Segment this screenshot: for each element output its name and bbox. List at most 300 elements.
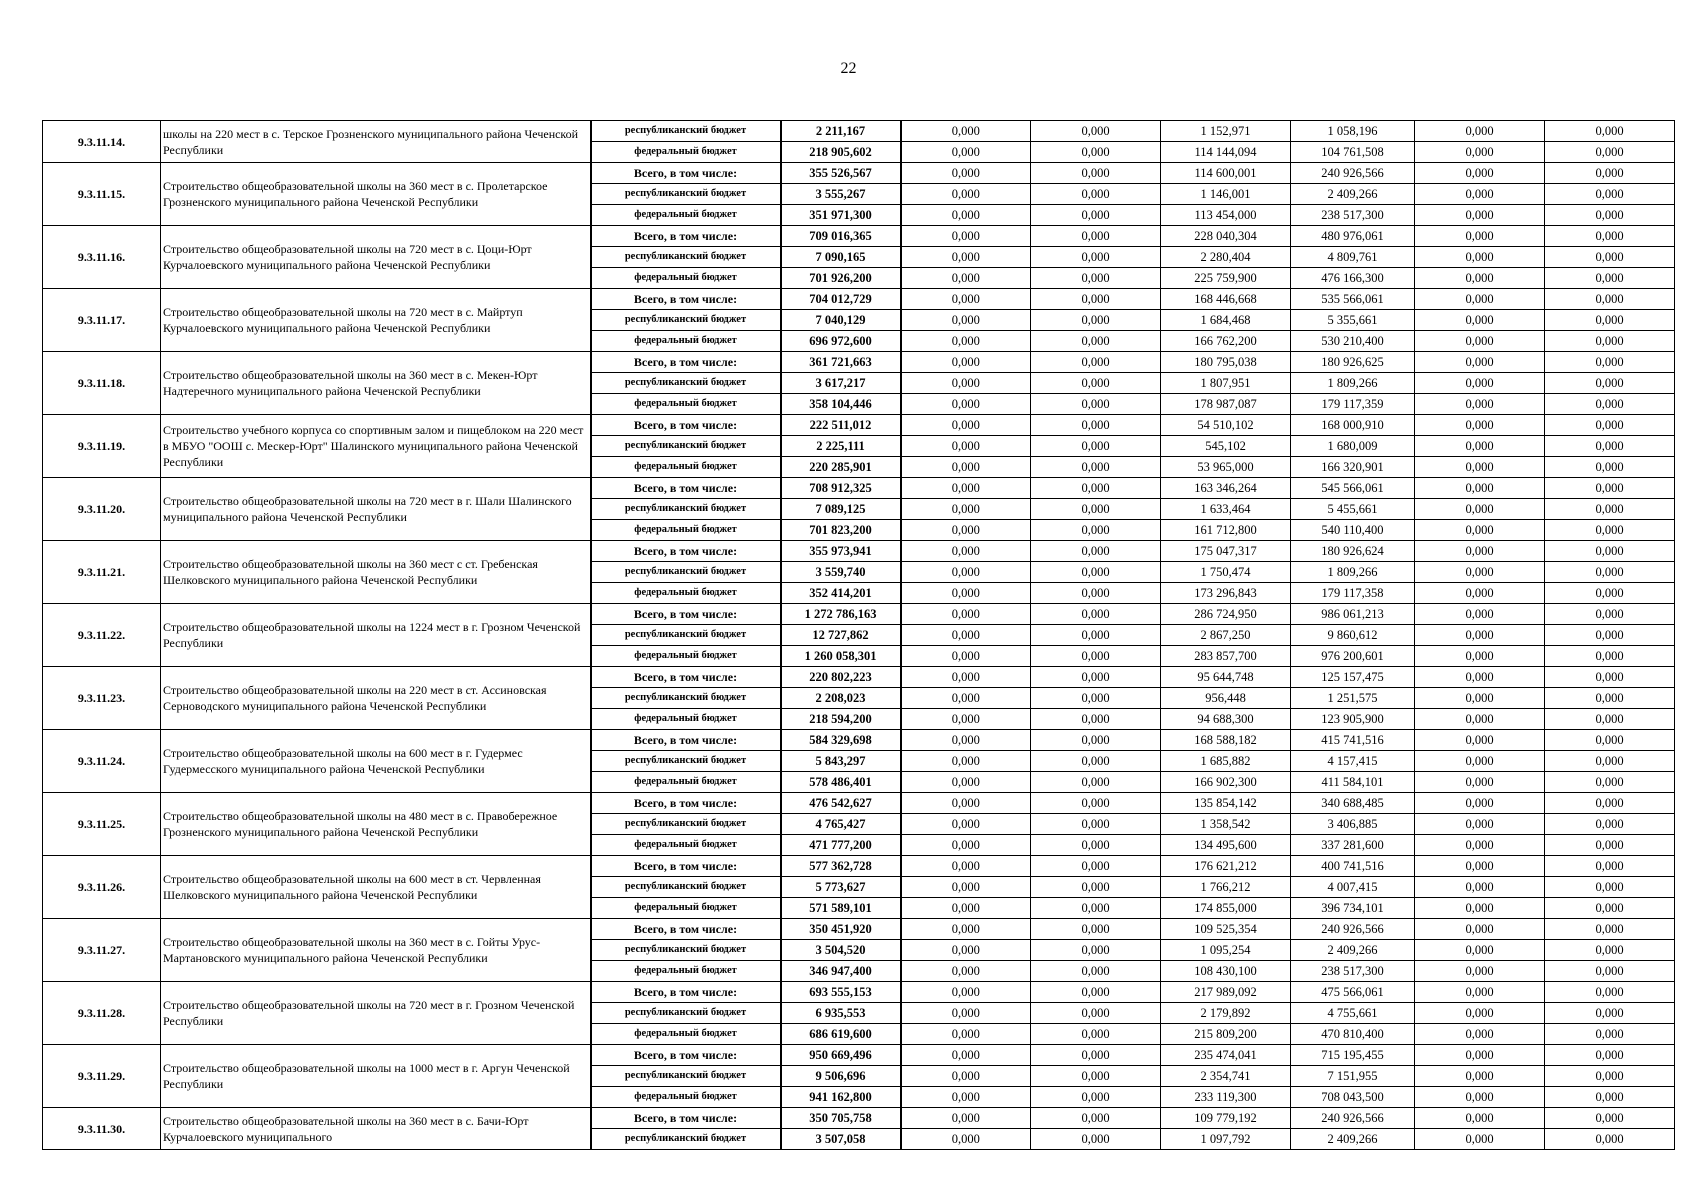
item-code: 9.3.11.17. <box>43 289 161 352</box>
funding-source: федеральный бюджет <box>591 961 781 982</box>
amount-cell: 180 926,625 <box>1291 352 1415 373</box>
amount-total: 7 040,129 <box>781 310 901 331</box>
amount-cell: 174 855,000 <box>1161 898 1291 919</box>
amount-cell: 0,000 <box>901 247 1031 268</box>
funding-source: республиканский бюджет <box>591 373 781 394</box>
amount-cell: 54 510,102 <box>1161 415 1291 436</box>
funding-source: федеральный бюджет <box>591 898 781 919</box>
amount-cell: 238 517,300 <box>1291 205 1415 226</box>
funding-source: республиканский бюджет <box>591 877 781 898</box>
item-description: Строительство общеобразовательной школы на 480 мест в с. Правобережное Грозненского муниципального района Чеченской Республики <box>161 793 591 856</box>
amount-cell: 0,000 <box>1415 793 1545 814</box>
amount-cell: 0,000 <box>1545 268 1675 289</box>
amount-cell: 0,000 <box>1415 142 1545 163</box>
amount-cell: 0,000 <box>1415 226 1545 247</box>
amount-cell: 0,000 <box>901 121 1031 142</box>
amount-cell: 0,000 <box>1415 772 1545 793</box>
amount-cell: 1 633,464 <box>1161 499 1291 520</box>
item-description: Строительство общеобразовательной школы на 360 мест в с. Мекен-Юрт Надтеречного муниципального района Чеченской Республики <box>161 352 591 415</box>
amount-cell: 986 061,213 <box>1291 604 1415 625</box>
amount-cell: 123 905,900 <box>1291 709 1415 730</box>
amount-cell: 0,000 <box>1415 457 1545 478</box>
amount-cell: 0,000 <box>1415 436 1545 457</box>
amount-cell: 0,000 <box>901 310 1031 331</box>
amount-cell: 0,000 <box>1545 793 1675 814</box>
table-row <box>43 541 1675 562</box>
table-row <box>43 856 1675 877</box>
amount-cell: 175 047,317 <box>1161 541 1291 562</box>
amount-cell: 0,000 <box>1545 352 1675 373</box>
amount-cell: 0,000 <box>1031 667 1161 688</box>
amount-cell: 0,000 <box>1031 310 1161 331</box>
amount-cell: 0,000 <box>1545 205 1675 226</box>
amount-total: 5 843,297 <box>781 751 901 772</box>
amount-cell: 0,000 <box>1415 205 1545 226</box>
amount-total: 9 506,696 <box>781 1066 901 1087</box>
amount-cell: 104 761,508 <box>1291 142 1415 163</box>
amount-cell: 0,000 <box>1415 856 1545 877</box>
item-description: Строительство общеобразовательной школы на 600 мест в г. Гудермес Гудермесского муниципального района Чеченской Республики <box>161 730 591 793</box>
amount-cell: 0,000 <box>1545 772 1675 793</box>
amount-cell: 1 097,792 <box>1161 1129 1291 1150</box>
item-description: Строительство общеобразовательной школы на 720 мест в с. Цоци-Юрт Курчалоевского муниципального района Чеченской Республики <box>161 226 591 289</box>
amount-cell: 480 976,061 <box>1291 226 1415 247</box>
table-row <box>43 1108 1675 1129</box>
amount-cell: 0,000 <box>1545 898 1675 919</box>
amount-cell: 0,000 <box>1545 163 1675 184</box>
amount-cell: 337 281,600 <box>1291 835 1415 856</box>
amount-cell: 0,000 <box>1031 814 1161 835</box>
amount-cell: 2 409,266 <box>1291 184 1415 205</box>
funding-source: Всего, в том числе: <box>591 793 781 814</box>
amount-cell: 180 795,038 <box>1161 352 1291 373</box>
item-description: Строительство общеобразовательной школы на 360 мест в с. Бачи-Юрт Курчалоевского муниципального <box>161 1108 591 1150</box>
amount-total: 950 669,496 <box>781 1045 901 1066</box>
amount-cell: 0,000 <box>1415 982 1545 1003</box>
amount-cell: 0,000 <box>901 394 1031 415</box>
funding-source: республиканский бюджет <box>591 436 781 457</box>
funding-source: республиканский бюджет <box>591 940 781 961</box>
amount-cell: 2 354,741 <box>1161 1066 1291 1087</box>
funding-source: Всего, в том числе: <box>591 415 781 436</box>
amount-cell: 108 430,100 <box>1161 961 1291 982</box>
funding-source: Всего, в том числе: <box>591 289 781 310</box>
amount-cell: 3 406,885 <box>1291 814 1415 835</box>
amount-total: 941 162,800 <box>781 1087 901 1108</box>
funding-source: республиканский бюджет <box>591 751 781 772</box>
amount-cell: 0,000 <box>1031 1045 1161 1066</box>
amount-cell: 0,000 <box>1545 373 1675 394</box>
amount-cell: 0,000 <box>1545 394 1675 415</box>
amount-cell: 0,000 <box>901 1045 1031 1066</box>
amount-cell: 0,000 <box>901 856 1031 877</box>
amount-cell: 0,000 <box>1545 751 1675 772</box>
amount-cell: 0,000 <box>1031 793 1161 814</box>
amount-cell: 0,000 <box>1545 499 1675 520</box>
item-description: Строительство общеобразовательной школы на 360 мест в с. Гойты Урус-Мартановского муниципального района Чеченской Республики <box>161 919 591 982</box>
amount-total: 220 285,901 <box>781 457 901 478</box>
amount-cell: 475 566,061 <box>1291 982 1415 1003</box>
amount-cell: 0,000 <box>1031 688 1161 709</box>
funding-source: республиканский бюджет <box>591 310 781 331</box>
amount-total: 571 589,101 <box>781 898 901 919</box>
amount-total: 6 935,553 <box>781 1003 901 1024</box>
amount-cell: 0,000 <box>901 562 1031 583</box>
table-row <box>43 793 1675 814</box>
funding-source: федеральный бюджет <box>591 709 781 730</box>
amount-cell: 0,000 <box>1031 268 1161 289</box>
amount-cell: 0,000 <box>1031 373 1161 394</box>
amount-total: 709 016,365 <box>781 226 901 247</box>
item-code: 9.3.11.18. <box>43 352 161 415</box>
funding-source: федеральный бюджет <box>591 646 781 667</box>
amount-cell: 0,000 <box>1031 457 1161 478</box>
amount-cell: 1 152,971 <box>1161 121 1291 142</box>
amount-cell: 0,000 <box>901 709 1031 730</box>
funding-source: Всего, в том числе: <box>591 982 781 1003</box>
amount-cell: 109 525,354 <box>1161 919 1291 940</box>
funding-source: республиканский бюджет <box>591 247 781 268</box>
item-description: Строительство общеобразовательной школы на 720 мест в с. Майртуп Курчалоевского муниципального района Чеченской Республики <box>161 289 591 352</box>
amount-cell: 1 809,266 <box>1291 562 1415 583</box>
amount-cell: 0,000 <box>901 415 1031 436</box>
amount-total: 355 973,941 <box>781 541 901 562</box>
amount-cell: 1 358,542 <box>1161 814 1291 835</box>
amount-cell: 0,000 <box>1545 1129 1675 1150</box>
amount-total: 696 972,600 <box>781 331 901 352</box>
amount-cell: 0,000 <box>901 793 1031 814</box>
funding-source: республиканский бюджет <box>591 1129 781 1150</box>
amount-cell: 0,000 <box>1545 961 1675 982</box>
funding-source: Всего, в том числе: <box>591 1108 781 1129</box>
amount-cell: 0,000 <box>1545 541 1675 562</box>
amount-cell: 0,000 <box>1031 730 1161 751</box>
amount-cell: 0,000 <box>1545 562 1675 583</box>
amount-total: 218 594,200 <box>781 709 901 730</box>
amount-cell: 0,000 <box>1031 247 1161 268</box>
amount-total: 220 802,223 <box>781 667 901 688</box>
amount-total: 701 926,200 <box>781 268 901 289</box>
amount-cell: 0,000 <box>1415 352 1545 373</box>
amount-cell: 94 688,300 <box>1161 709 1291 730</box>
amount-cell: 0,000 <box>1415 520 1545 541</box>
amount-cell: 0,000 <box>1545 478 1675 499</box>
amount-cell: 0,000 <box>1415 898 1545 919</box>
amount-cell: 0,000 <box>1415 1003 1545 1024</box>
page-number: 22 <box>840 60 857 77</box>
amount-total: 701 823,200 <box>781 520 901 541</box>
amount-cell: 217 989,092 <box>1161 982 1291 1003</box>
amount-cell: 168 446,668 <box>1161 289 1291 310</box>
amount-total: 355 526,567 <box>781 163 901 184</box>
amount-cell: 176 621,212 <box>1161 856 1291 877</box>
amount-cell: 0,000 <box>1415 1108 1545 1129</box>
amount-cell: 0,000 <box>901 646 1031 667</box>
amount-cell: 708 043,500 <box>1291 1087 1415 1108</box>
amount-cell: 540 110,400 <box>1291 520 1415 541</box>
amount-cell: 0,000 <box>1415 961 1545 982</box>
amount-cell: 0,000 <box>901 772 1031 793</box>
amount-cell: 0,000 <box>901 436 1031 457</box>
item-description: Строительство учебного корпуса со спортивным залом и пищеблоком на 220 мест в МБУО "ООШ с. Мескер-Юрт" Шалинского муниципального района Чеченской Республики <box>161 415 591 478</box>
table-row <box>43 982 1675 1003</box>
amount-cell: 0,000 <box>1415 625 1545 646</box>
amount-cell: 0,000 <box>901 205 1031 226</box>
funding-source: федеральный бюджет <box>591 835 781 856</box>
amount-cell: 0,000 <box>901 730 1031 751</box>
funding-source: республиканский бюджет <box>591 1003 781 1024</box>
amount-cell: 0,000 <box>1031 709 1161 730</box>
amount-cell: 0,000 <box>1031 562 1161 583</box>
amount-cell: 166 762,200 <box>1161 331 1291 352</box>
funding-source: федеральный бюджет <box>591 331 781 352</box>
amount-cell: 0,000 <box>1415 247 1545 268</box>
amount-total: 2 225,111 <box>781 436 901 457</box>
amount-cell: 225 759,900 <box>1161 268 1291 289</box>
amount-total: 1 272 786,163 <box>781 604 901 625</box>
amount-cell: 0,000 <box>1545 436 1675 457</box>
amount-cell: 0,000 <box>901 1024 1031 1045</box>
table-row <box>43 478 1675 499</box>
item-code: 9.3.11.22. <box>43 604 161 667</box>
amount-cell: 0,000 <box>1031 604 1161 625</box>
amount-cell: 0,000 <box>1031 352 1161 373</box>
amount-cell: 0,000 <box>901 688 1031 709</box>
amount-cell: 0,000 <box>901 163 1031 184</box>
amount-cell: 178 987,087 <box>1161 394 1291 415</box>
amount-cell: 0,000 <box>1545 919 1675 940</box>
amount-cell: 0,000 <box>1545 289 1675 310</box>
funding-source: республиканский бюджет <box>591 499 781 520</box>
amount-cell: 0,000 <box>1031 436 1161 457</box>
amount-total: 3 559,740 <box>781 562 901 583</box>
amount-cell: 0,000 <box>1545 814 1675 835</box>
amount-cell: 1 095,254 <box>1161 940 1291 961</box>
amount-cell: 545,102 <box>1161 436 1291 457</box>
amount-cell: 0,000 <box>901 541 1031 562</box>
amount-cell: 0,000 <box>1415 1024 1545 1045</box>
amount-cell: 1 807,951 <box>1161 373 1291 394</box>
table-row <box>43 289 1675 310</box>
amount-total: 3 617,217 <box>781 373 901 394</box>
amount-cell: 530 210,400 <box>1291 331 1415 352</box>
amount-cell: 0,000 <box>1415 499 1545 520</box>
amount-cell: 0,000 <box>1415 415 1545 436</box>
amount-total: 1 260 058,301 <box>781 646 901 667</box>
table-row <box>43 163 1675 184</box>
amount-cell: 0,000 <box>1031 289 1161 310</box>
amount-cell: 0,000 <box>1031 961 1161 982</box>
amount-cell: 0,000 <box>1545 982 1675 1003</box>
amount-cell: 0,000 <box>1545 1108 1675 1129</box>
amount-total: 350 705,758 <box>781 1108 901 1129</box>
amount-cell: 0,000 <box>1545 667 1675 688</box>
amount-cell: 0,000 <box>1031 877 1161 898</box>
amount-cell: 0,000 <box>901 583 1031 604</box>
amount-cell: 0,000 <box>1415 877 1545 898</box>
amount-cell: 0,000 <box>901 940 1031 961</box>
amount-cell: 2 409,266 <box>1291 940 1415 961</box>
amount-cell: 0,000 <box>901 289 1031 310</box>
amount-cell: 2 280,404 <box>1161 247 1291 268</box>
item-code: 9.3.11.25. <box>43 793 161 856</box>
funding-source: федеральный бюджет <box>591 205 781 226</box>
amount-cell: 215 809,200 <box>1161 1024 1291 1045</box>
amount-cell: 1 058,196 <box>1291 121 1415 142</box>
amount-cell: 0,000 <box>1415 688 1545 709</box>
funding-source: Всего, в том числе: <box>591 163 781 184</box>
amount-cell: 134 495,600 <box>1161 835 1291 856</box>
amount-cell: 0,000 <box>901 898 1031 919</box>
amount-total: 3 504,520 <box>781 940 901 961</box>
amount-cell: 0,000 <box>1545 247 1675 268</box>
amount-cell: 0,000 <box>1545 1087 1675 1108</box>
item-code: 9.3.11.14. <box>43 121 161 163</box>
amount-cell: 173 296,843 <box>1161 583 1291 604</box>
amount-cell: 0,000 <box>1031 415 1161 436</box>
amount-cell: 411 584,101 <box>1291 772 1415 793</box>
amount-cell: 976 200,601 <box>1291 646 1415 667</box>
amount-cell: 0,000 <box>901 751 1031 772</box>
table-row <box>43 604 1675 625</box>
amount-cell: 0,000 <box>1031 751 1161 772</box>
amount-total: 358 104,446 <box>781 394 901 415</box>
amount-cell: 1 685,882 <box>1161 751 1291 772</box>
amount-cell: 0,000 <box>1415 268 1545 289</box>
amount-cell: 0,000 <box>1545 1045 1675 1066</box>
amount-cell: 0,000 <box>901 877 1031 898</box>
amount-cell: 0,000 <box>1031 1024 1161 1045</box>
amount-total: 471 777,200 <box>781 835 901 856</box>
funding-source: республиканский бюджет <box>591 562 781 583</box>
amount-cell: 0,000 <box>1031 835 1161 856</box>
table-row <box>43 667 1675 688</box>
amount-cell: 53 965,000 <box>1161 457 1291 478</box>
item-code: 9.3.11.15. <box>43 163 161 226</box>
amount-cell: 0,000 <box>1415 604 1545 625</box>
amount-total: 577 362,728 <box>781 856 901 877</box>
amount-cell: 109 779,192 <box>1161 1108 1291 1129</box>
amount-cell: 0,000 <box>1415 541 1545 562</box>
amount-cell: 0,000 <box>1031 898 1161 919</box>
amount-cell: 0,000 <box>901 1108 1031 1129</box>
amount-total: 352 414,201 <box>781 583 901 604</box>
item-description: Строительство общеобразовательной школы на 1224 мест в г. Грозном Чеченской Республики <box>161 604 591 667</box>
amount-cell: 0,000 <box>1415 562 1545 583</box>
funding-source: Всего, в том числе: <box>591 1045 781 1066</box>
amount-cell: 0,000 <box>901 1129 1031 1150</box>
amount-cell: 0,000 <box>901 184 1031 205</box>
amount-cell: 0,000 <box>1545 331 1675 352</box>
amount-cell: 238 517,300 <box>1291 961 1415 982</box>
amount-cell: 0,000 <box>1545 310 1675 331</box>
funding-source: республиканский бюджет <box>591 184 781 205</box>
funding-source: федеральный бюджет <box>591 583 781 604</box>
table-row <box>43 415 1675 436</box>
item-code: 9.3.11.19. <box>43 415 161 478</box>
amount-total: 3 555,267 <box>781 184 901 205</box>
amount-total: 704 012,729 <box>781 289 901 310</box>
amount-cell: 0,000 <box>1415 709 1545 730</box>
amount-cell: 233 119,300 <box>1161 1087 1291 1108</box>
amount-cell: 0,000 <box>1545 856 1675 877</box>
amount-cell: 0,000 <box>1545 646 1675 667</box>
amount-cell: 5 455,661 <box>1291 499 1415 520</box>
amount-cell: 135 854,142 <box>1161 793 1291 814</box>
amount-cell: 0,000 <box>1415 121 1545 142</box>
amount-cell: 125 157,475 <box>1291 667 1415 688</box>
funding-source: федеральный бюджет <box>591 1087 781 1108</box>
amount-cell: 956,448 <box>1161 688 1291 709</box>
amount-cell: 0,000 <box>1415 940 1545 961</box>
amount-cell: 1 766,212 <box>1161 877 1291 898</box>
amount-cell: 0,000 <box>901 268 1031 289</box>
amount-cell: 476 166,300 <box>1291 268 1415 289</box>
amount-total: 4 765,427 <box>781 814 901 835</box>
amount-cell: 0,000 <box>1031 205 1161 226</box>
amount-cell: 0,000 <box>901 352 1031 373</box>
amount-cell: 0,000 <box>1031 1129 1161 1150</box>
amount-cell: 0,000 <box>1415 751 1545 772</box>
amount-cell: 95 644,748 <box>1161 667 1291 688</box>
amount-total: 578 486,401 <box>781 772 901 793</box>
amount-cell: 0,000 <box>901 1003 1031 1024</box>
amount-cell: 0,000 <box>1415 835 1545 856</box>
amount-cell: 2 409,266 <box>1291 1129 1415 1150</box>
budget-table <box>42 120 1675 1150</box>
amount-cell: 0,000 <box>901 520 1031 541</box>
item-code: 9.3.11.21. <box>43 541 161 604</box>
amount-cell: 4 809,761 <box>1291 247 1415 268</box>
amount-cell: 0,000 <box>901 814 1031 835</box>
amount-cell: 0,000 <box>901 478 1031 499</box>
amount-total: 708 912,325 <box>781 478 901 499</box>
amount-cell: 9 860,612 <box>1291 625 1415 646</box>
funding-source: федеральный бюджет <box>591 268 781 289</box>
amount-cell: 0,000 <box>1545 688 1675 709</box>
amount-cell: 0,000 <box>1545 940 1675 961</box>
amount-cell: 5 355,661 <box>1291 310 1415 331</box>
amount-cell: 240 926,566 <box>1291 919 1415 940</box>
amount-cell: 0,000 <box>901 625 1031 646</box>
amount-cell: 1 146,001 <box>1161 184 1291 205</box>
amount-total: 693 555,153 <box>781 982 901 1003</box>
amount-cell: 0,000 <box>1545 604 1675 625</box>
amount-cell: 0,000 <box>1415 478 1545 499</box>
amount-cell: 163 346,264 <box>1161 478 1291 499</box>
amount-cell: 0,000 <box>1031 583 1161 604</box>
amount-cell: 0,000 <box>1415 331 1545 352</box>
amount-cell: 0,000 <box>1545 1024 1675 1045</box>
amount-cell: 1 809,266 <box>1291 373 1415 394</box>
amount-cell: 240 926,566 <box>1291 163 1415 184</box>
amount-cell: 228 040,304 <box>1161 226 1291 247</box>
amount-cell: 0,000 <box>1415 1045 1545 1066</box>
amount-cell: 0,000 <box>1545 877 1675 898</box>
amount-cell: 0,000 <box>1415 814 1545 835</box>
amount-cell: 0,000 <box>1031 331 1161 352</box>
amount-cell: 0,000 <box>1545 457 1675 478</box>
amount-cell: 0,000 <box>1031 478 1161 499</box>
funding-source: Всего, в том числе: <box>591 541 781 562</box>
item-code: 9.3.11.16. <box>43 226 161 289</box>
amount-cell: 0,000 <box>1415 1066 1545 1087</box>
amount-cell: 0,000 <box>1415 184 1545 205</box>
amount-cell: 340 688,485 <box>1291 793 1415 814</box>
amount-cell: 0,000 <box>1545 121 1675 142</box>
amount-cell: 0,000 <box>1415 1087 1545 1108</box>
amount-cell: 0,000 <box>901 142 1031 163</box>
